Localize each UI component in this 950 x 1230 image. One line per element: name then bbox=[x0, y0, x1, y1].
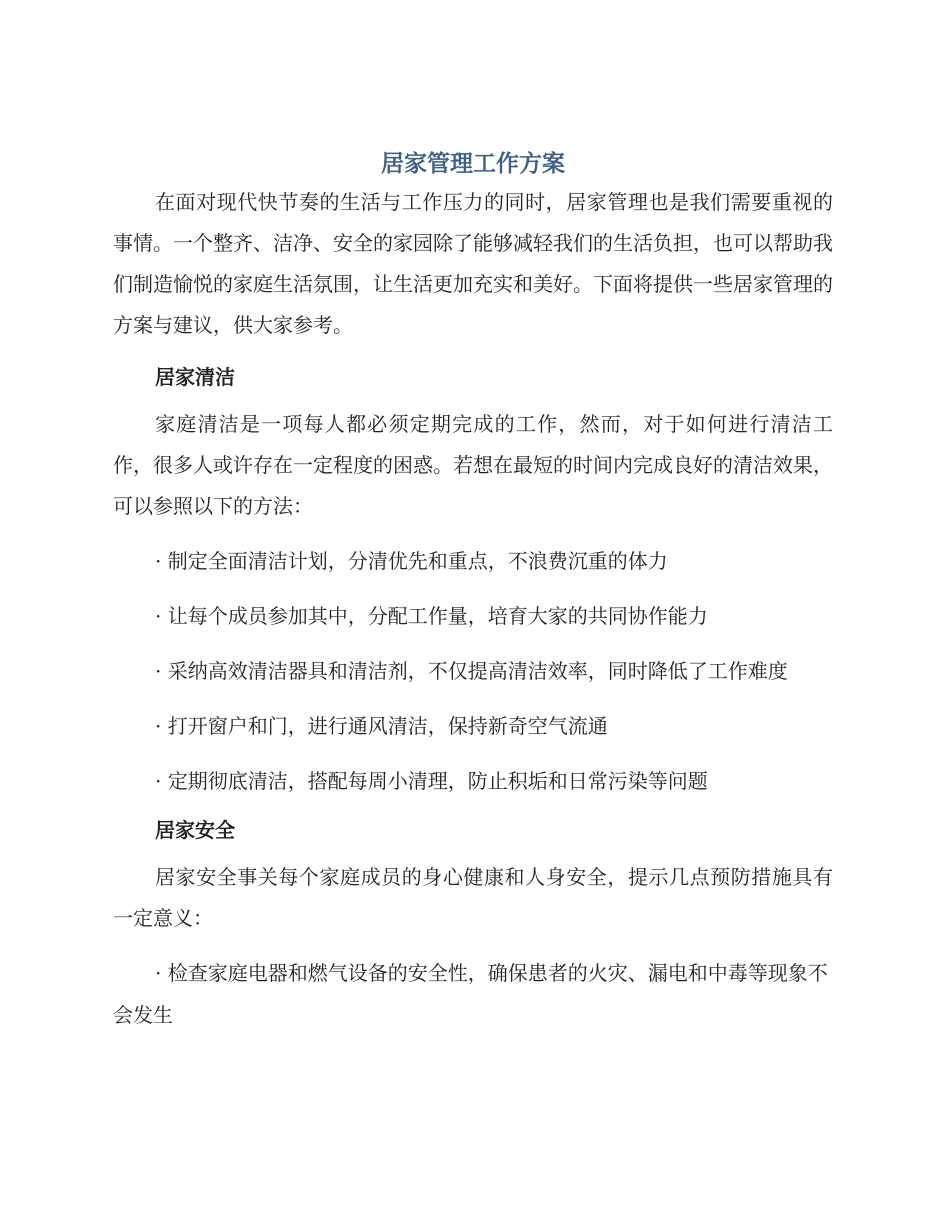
cleaning-bullet: · 打开窗户和门，进行通风清洁，保持新奇空气流通 bbox=[155, 714, 608, 738]
spacer bbox=[113, 692, 833, 705]
cleaning-bullet: · 采纳高效清洁器具和清洁剂，不仅提高清洁效率，同时降低了工作难度 bbox=[155, 659, 788, 683]
document-body bbox=[113, 148, 833, 1036]
spacer bbox=[113, 582, 833, 595]
spacer bbox=[113, 392, 833, 404]
cleaning-paragraph: 家庭清洁是一项每人都必须定期完成的工作，然而，对于如何进行清洁工作，很多人或许存在一定程度的困惑。若想在最短的时间内完成良好的清洁效果，可以参照以下的方法： bbox=[113, 412, 833, 518]
cleaning-bullet: · 让每个成员参加其中，分配工作量，培育大家的共同协作能力 bbox=[155, 604, 708, 628]
spacer bbox=[113, 802, 833, 815]
section-heading-cleaning: 居家清洁 bbox=[155, 365, 235, 389]
spacer bbox=[113, 939, 833, 952]
document-title: 居家管理工作方案 bbox=[381, 151, 565, 177]
cleaning-bullet: · 制定全面清洁计划，分清优先和重点，不浪费沉重的体力 bbox=[155, 549, 668, 573]
spacer bbox=[113, 527, 833, 540]
intro-paragraph: 在面对现代快节奏的生活与工作压力的同时，居家管理也是我们需要重视的事情。一个整齐、洁净、安全的家园除了能够减轻我们的生活负担，也可以帮助我们制造愉悦的家庭生活氛围，让生活更加充实和美好。下面将提供一些居家管理的方案与建议，供大家参考。 bbox=[113, 190, 833, 337]
safety-paragraph: 居家安全事关每个家庭成员的身心健康和人身安全，提示几点预防措施具有一定意义： bbox=[113, 865, 833, 930]
spacer bbox=[113, 346, 833, 362]
safety-bullet: · 检查家庭电器和燃气设备的安全性，确保患者的火灾、漏电和中毒等现象不会发生 bbox=[113, 961, 828, 1027]
spacer bbox=[113, 747, 833, 760]
section-heading-safety: 居家安全 bbox=[155, 818, 235, 842]
spacer bbox=[113, 845, 833, 857]
cleaning-bullet: · 定期彻底清洁，搭配每周小清理，防止积垢和日常污染等问题 bbox=[155, 769, 708, 793]
spacer bbox=[113, 637, 833, 650]
